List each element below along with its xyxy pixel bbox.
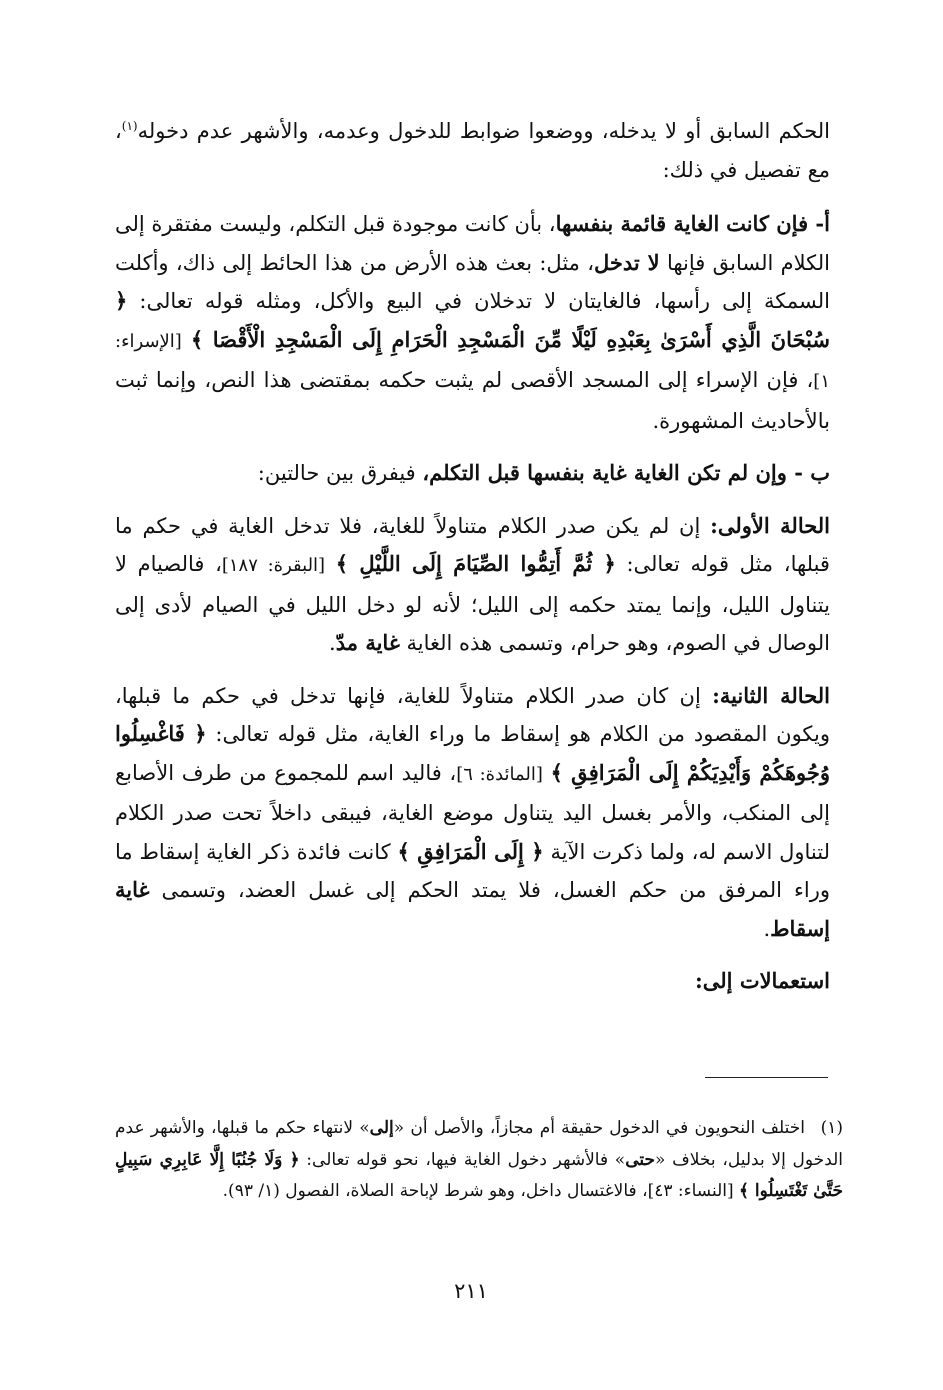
quran-verse: ﴿ سُبْحَانَ الَّذِي أَسْرَىٰ بِعَبْدِهِ لَيْلًا مِّنَ الْمَسْجِدِ الْحَرَامِ إِلَى الْمَسْجِدِ الْأَقْصَا ﴾: [115, 288, 830, 352]
verse-reference: [النساء: ٤٣]: [647, 1181, 734, 1201]
bold-term: الغاية قائمة بنفسها: [555, 211, 720, 236]
page-number: ٢١١: [454, 1279, 488, 1303]
case-label: الحالة الأولى:: [710, 512, 831, 538]
quran-verse: ﴿ ثُمَّ أَتِمُّوا الصِّيَامَ إِلَى اللَّيْلِ ﴾: [335, 551, 616, 576]
text: .: [329, 631, 336, 655]
section-heading: استعمالات إلى:: [695, 968, 830, 993]
paragraph-case-b: [115, 454, 830, 493]
paragraph-second-case: [115, 677, 830, 949]
text: اختلف النحويون في الدخول حقيقة أم مجازاً، والأصل أن «: [393, 1118, 806, 1138]
text: » لانتهاء حكم ما قبلها، والأشهر عدم الدخول إلا بدليل، بخلاف «: [115, 1118, 844, 1170]
paragraph-first-case: [115, 507, 830, 663]
text: كانت فائدة ذكر الغاية إسقاط ما وراء المرفق من حكم الغسل، فلا يمتد الحكم إلى غسل العضد، وتسمى: [115, 839, 830, 902]
text: .: [763, 916, 771, 941]
footnote: [115, 1113, 843, 1208]
quran-verse: ﴿ وَلَا جُنُبًا إِلَّا عَابِرِي سَبِيلٍ حَتَّىٰ تَغْتَسِلُوا ﴾: [115, 1149, 843, 1201]
text: ، فالاغتسال داخل، وهو شرط لإباحة الصلاة، الفصول (١/ ٩٣).: [222, 1181, 648, 1201]
text: الحكم السابق أو لا يدخله، ووضعوا ضوابط للدخول وعدمه، والأشهر عدم دخوله: [137, 119, 830, 143]
verse-reference: [البقرة: ١٨٧]: [221, 555, 326, 576]
text: إن كان صدر الكلام متناولاً للغاية، فإنها تدخل في حكم ما قبلها، ويكون المقصود من الكلام هو إسقاط ما وراء الغاية، مثل قوله تعالى:: [115, 683, 830, 746]
text: ، فالصيام لا يتناول الليل، وإنما يمتد حكمه إلى الليل؛ لأنه لو دخل الليل في الصيام لأدى إلى الوصال في الصوم، وهو حرام، وتسمى هذه الغاية: [115, 552, 830, 655]
footnote-number: (١): [820, 1118, 844, 1138]
bold-term: حتى: [625, 1149, 656, 1170]
text: ، فإن الإسراء إلى المسجد الأقصى لم يثبت حكمه بمقتضى هذا النص، وإنما ثبت بالأحاديث المشهورة.: [115, 368, 830, 433]
verse-reference: [المائدة: ٦]: [456, 763, 543, 785]
footnote-divider: [705, 1077, 828, 1078]
case-label: ب - وإن لم تكن الغاية غاية بنفسها قبل التكلم،: [422, 460, 830, 485]
text: ، مع تفصيل في ذلك:: [115, 119, 830, 182]
text: ، بأن كانت موجودة قبل التكلم، وليست مفتقرة إلى الكلام السابق فإنها: [115, 212, 830, 275]
page-body: [115, 112, 830, 1018]
paragraph-case-a: [115, 205, 830, 440]
text: إن لم يكن صدر الكلام متناولاً للغاية، فلا تدخل الغاية في حكم ما قبلها، مثل قوله تعالى:: [115, 513, 830, 576]
paragraph-intro: [115, 112, 830, 189]
bold-term: غاية مدّ: [335, 630, 400, 655]
case-label: الحالة الثانية:: [712, 682, 830, 708]
text: ، فاليد اسم للمجموع من طرف الأصابع إلى المنكب، والأمر بغسل اليد يتناول موضع الغاية، فيبقى داخلاً تحت صدر الكلام لتناول الاسم له، ولما ذكرت الآية: [115, 760, 831, 864]
text: » فالأشهر دخول الغاية فيها، نحو قوله تعالى:: [306, 1149, 626, 1170]
bold-term: لا تدخل: [594, 249, 660, 275]
bold-term: إلى: [369, 1118, 394, 1138]
case-label: أ- فإن كانت: [726, 211, 830, 236]
verse-reference: [الإسراء: ١]: [115, 330, 830, 392]
quran-verse: ﴿ فَاغْسِلُوا وُجُوهَكُمْ وَأَيْدِيَكُمْ إِلَى الْمَرَافِقِ ﴾: [115, 721, 830, 785]
footnote-marker[interactable]: (١): [121, 119, 138, 133]
quran-verse: ﴿ إِلَى الْمَرَافِقِ ﴾: [397, 838, 544, 864]
bold-term: غاية إسقاط: [115, 877, 830, 941]
text: ، مثل: بعث هذه الأرض من هذا الحائط إلى ذاك، وأكلت السمكة إلى رأسها، فالغايتان لا تدخلان في البيع والأكل، ومثله قوله تعالى:: [115, 250, 830, 313]
text: فيفرق بين حالتين:: [257, 461, 423, 485]
